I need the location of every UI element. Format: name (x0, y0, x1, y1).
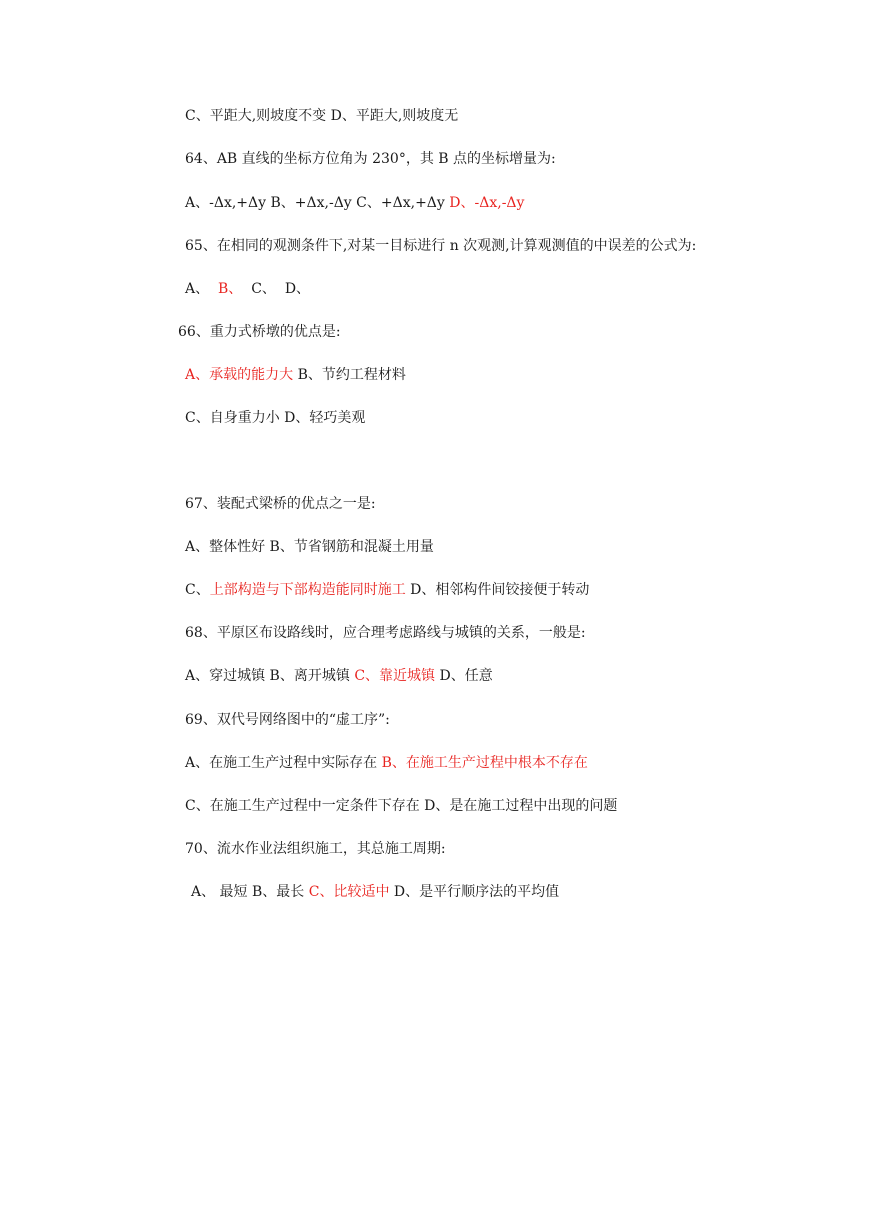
q68-options (185, 666, 493, 686)
q70-question (185, 839, 446, 859)
options-text: A、在施工生产过程中实际存在 (185, 755, 382, 771)
q65-question (185, 236, 696, 256)
line-text: A、整体性好 B、节省钢筋和混凝土用量 (185, 539, 434, 555)
q70-options (191, 882, 559, 902)
q66-options-cd (185, 408, 365, 428)
q66-options-ab (185, 365, 406, 385)
answer-text: C、比较适中 (308, 884, 390, 900)
line-text: C、在施工生产过程中一定条件下存在 D、是在施工过程中出现的问题 (185, 798, 618, 814)
answer-text: B、在施工生产过程中根本不存在 (381, 755, 588, 771)
answer-text: 上部构造与下部构造能同时施工 (209, 582, 406, 598)
options-text: D、相邻构件间铰接便于转动 (405, 582, 590, 598)
q69-question (185, 710, 390, 730)
line-text: 67、装配式梁桥的优点之一是: (185, 496, 376, 512)
q64-question (185, 149, 556, 169)
answer-text: B、 (218, 281, 243, 297)
line-text: C、自身重力小 D、轻巧美观 (185, 410, 366, 426)
line-text: 64、AB 直线的坐标方位角为 230°，其 B 点的坐标增量为: (185, 151, 556, 167)
line-text: 66、重力式桥墩的优点是: (178, 324, 341, 340)
line-text: 68、平原区布设路线时，应合理考虑路线与城镇的关系，一般是: (185, 625, 586, 641)
q69-options-cd (185, 796, 617, 816)
answer-text: C、靠近城镇 (354, 668, 436, 684)
options-text: C、 D、 (242, 281, 311, 297)
line-text: 70、流水作业法组织施工，其总施工周期: (185, 841, 446, 857)
options-text: B、节约工程材料 (293, 367, 406, 383)
options-text: A、穿过城镇 B、离开城镇 (185, 668, 355, 684)
q66-question (178, 322, 341, 342)
q65-options (185, 279, 310, 299)
options-text: A、-Δx,+Δy B、+Δx,-Δy C、+Δx,+Δy (185, 195, 450, 211)
q67-options-cd (185, 580, 589, 600)
q63-options-cd (185, 106, 458, 126)
options-text: A、 (185, 281, 219, 297)
options-text: D、是平行顺序法的平均值 (389, 884, 560, 900)
line-text: C、平距大,则坡度不变 D、平距大,则坡度无 (185, 108, 459, 124)
options-text: A、 最短 B、最长 (191, 884, 309, 900)
line-text: 65、在相同的观测条件下,对某一目标进行 n 次观测,计算观测值的中误差的公式为: (185, 238, 697, 254)
q64-options (185, 193, 524, 213)
q69-options-ab (185, 753, 588, 773)
q68-question (185, 623, 586, 643)
answer-text: A、承载的能力大 (185, 367, 294, 383)
q67-question (185, 494, 376, 514)
line-text: 69、双代号网络图中的“虚工序”: (185, 712, 390, 728)
answer-text: D、-Δx,-Δy (449, 195, 525, 211)
options-text: C、 (185, 582, 210, 598)
q67-options-ab (185, 537, 434, 557)
options-text: D、任意 (435, 668, 493, 684)
